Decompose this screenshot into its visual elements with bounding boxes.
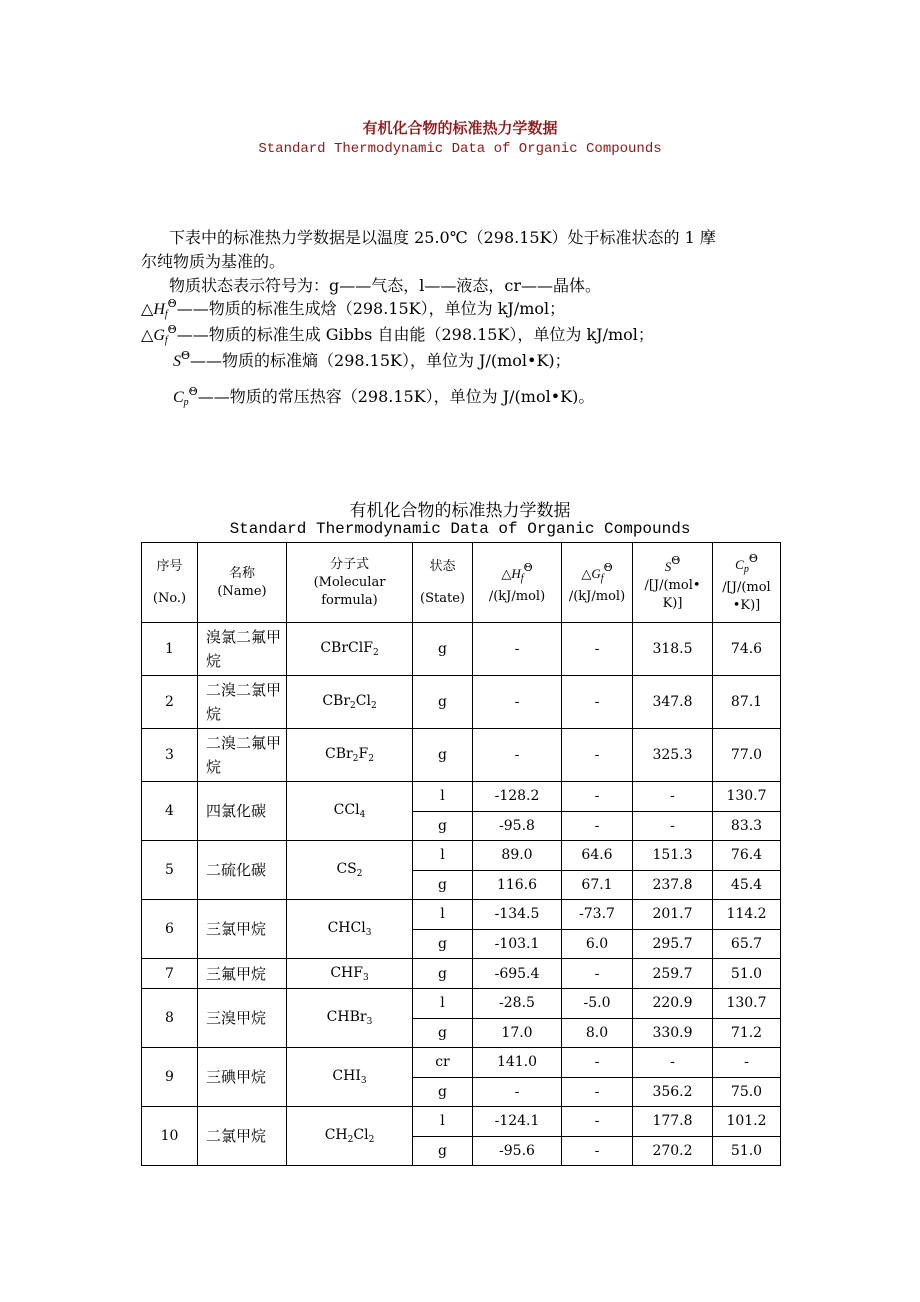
cell-dg: - — [562, 811, 633, 841]
cell-name: 二氯甲烷 — [198, 1107, 287, 1166]
cell-dg: - — [562, 676, 633, 729]
cell-s: 259.7 — [633, 959, 713, 989]
formula-subscript: 2 — [368, 754, 374, 764]
table-row — [142, 841, 781, 871]
cell-cp: 83.3 — [713, 811, 781, 841]
definition-entropy — [173, 348, 571, 371]
cell-cp: 65.7 — [713, 929, 781, 959]
intro-paragraph — [141, 226, 801, 298]
definition-entropy-text: ——物质的标准熵（298.15K），单位为 J/(mol•K)； — [190, 351, 571, 370]
formula-subscript: 3 — [366, 1017, 373, 1027]
cell-dg: 64.6 — [562, 841, 633, 871]
cell-dg: - — [562, 1077, 633, 1107]
cell-state: g — [413, 1077, 473, 1107]
formula-subscript: 2 — [352, 754, 359, 764]
cell-state: g — [413, 623, 473, 676]
cell-dg: - — [562, 623, 633, 676]
table-row — [142, 900, 781, 930]
cell-dg: - — [562, 782, 633, 812]
cell-dh: - — [473, 676, 562, 729]
cell-dh: - — [473, 623, 562, 676]
formula-text: CHBr — [326, 1009, 367, 1025]
header-heat-capacity-unit-1: /[J/(mol — [722, 580, 771, 595]
standard-state-superscript: Θ — [181, 349, 191, 362]
cell-no: 3 — [142, 729, 198, 782]
formula-text: Cl — [353, 1127, 369, 1143]
cell-dh: - — [473, 1077, 562, 1107]
cell-s: 270.2 — [633, 1136, 713, 1166]
cell-s: 151.3 — [633, 841, 713, 871]
cell-dh: 89.0 — [473, 841, 562, 871]
cell-formula — [287, 1107, 413, 1166]
cell-formula — [287, 729, 413, 782]
formula-subscript: 4 — [359, 810, 366, 820]
header-enthalpy-symbol — [473, 559, 561, 588]
definition-gibbs — [141, 322, 654, 346]
formula-text: CBr — [322, 693, 351, 709]
cell-s: 201.7 — [633, 900, 713, 930]
cell-dg: - — [562, 1048, 633, 1078]
intro-line-2: 尔纯物质为基准的。 — [141, 252, 286, 271]
cell-state: l — [413, 782, 473, 812]
cell-name: 三氯甲烷 — [198, 900, 287, 959]
cell-dh: -95.8 — [473, 811, 562, 841]
cell-formula — [287, 1048, 413, 1107]
header-entropy-symbol — [633, 552, 712, 577]
standard-state-superscript: Θ — [671, 554, 681, 567]
formula-subscript: 3 — [365, 928, 372, 938]
cell-s: 220.9 — [633, 989, 713, 1019]
definition-heat-capacity-text: ——物质的常压热容（298.15K），单位为 J/(mol•K)。 — [197, 387, 595, 406]
cell-cp: 51.0 — [713, 959, 781, 989]
cell-dg: -5.0 — [562, 989, 633, 1019]
cell-s: 330.9 — [633, 1018, 713, 1048]
formula-subscript: 2 — [347, 1135, 354, 1145]
cell-name: 四氯化碳 — [198, 782, 287, 841]
cell-s: 177.8 — [633, 1107, 713, 1137]
formula-text: CCl — [333, 802, 360, 818]
cell-cp: 101.2 — [713, 1107, 781, 1137]
cell-no: 1 — [142, 623, 198, 676]
cell-s: - — [633, 811, 713, 841]
page-subtitle: Standard Thermodynamic Data of Organic Compounds — [258, 141, 662, 157]
cell-no: 5 — [142, 841, 198, 900]
standard-state-superscript: Θ — [523, 561, 533, 574]
cell-dg: - — [562, 729, 633, 782]
cell-state: l — [413, 900, 473, 930]
cell-cp: 114.2 — [713, 900, 781, 930]
cell-dg: -73.7 — [562, 900, 633, 930]
cell-cp: 75.0 — [713, 1077, 781, 1107]
cell-formula — [287, 782, 413, 841]
formula-text: CS — [336, 861, 357, 877]
standard-state-superscript: Θ — [167, 297, 177, 310]
gibbs-subscript: f — [164, 335, 168, 346]
formula-subscript: 3 — [360, 1076, 367, 1086]
cell-dh: -695.4 — [473, 959, 562, 989]
cell-s: 356.2 — [633, 1077, 713, 1107]
standard-state-superscript: Θ — [603, 561, 613, 574]
header-no-cn: 序号 — [156, 558, 183, 574]
cell-cp: 77.0 — [713, 729, 781, 782]
cell-formula — [287, 676, 413, 729]
gibbs-subscript: f — [600, 573, 604, 584]
cell-dh: -95.6 — [473, 1136, 562, 1166]
cell-name: 二溴二氟甲烷 — [198, 729, 287, 782]
cell-dg: - — [562, 1107, 633, 1137]
heat-capacity-subscript: p — [183, 397, 189, 408]
table-row — [142, 729, 781, 782]
table-title: 有机化合物的标准热力学数据 — [349, 501, 571, 521]
cell-name: 三溴甲烷 — [198, 989, 287, 1048]
standard-state-superscript: Θ — [167, 323, 177, 336]
header-gibbs-unit: /(kJ/mol) — [568, 589, 626, 604]
header-enthalpy-unit: /(kJ/mol) — [488, 589, 546, 604]
cell-name: 溴氯二氟甲烷 — [198, 623, 287, 676]
header-no — [142, 543, 198, 623]
header-state-en: (State) — [420, 590, 465, 606]
cell-no: 10 — [142, 1107, 198, 1166]
cell-state: g — [413, 929, 473, 959]
header-entropy — [633, 543, 713, 623]
header-gibbs-symbol — [562, 559, 632, 588]
gibbs-symbol: G — [153, 327, 165, 344]
formula-subscript: 2 — [372, 648, 379, 658]
formula-subscript: 3 — [362, 972, 369, 983]
cell-s: 295.7 — [633, 929, 713, 959]
cell-cp: 71.2 — [713, 1018, 781, 1048]
header-formula — [287, 543, 413, 623]
cell-dh: 17.0 — [473, 1018, 562, 1048]
header-name — [198, 543, 287, 623]
standard-state-superscript: Θ — [748, 552, 758, 565]
cell-no: 4 — [142, 782, 198, 841]
header-enthalpy — [473, 543, 562, 623]
cell-cp: 76.4 — [713, 841, 781, 871]
formula-text: CHCl — [327, 920, 366, 936]
header-no-en: (No.) — [152, 590, 187, 606]
header-formula-en-1: (Molecular — [313, 574, 386, 590]
cell-state: l — [413, 989, 473, 1019]
cell-s: 325.3 — [633, 729, 713, 782]
header-name-en: (Name) — [217, 583, 267, 599]
formula-subscript: 2 — [356, 869, 363, 879]
cell-state: g — [413, 811, 473, 841]
cell-state: g — [413, 870, 473, 900]
cell-dg: - — [562, 1136, 633, 1166]
formula-text: Cl — [355, 693, 371, 709]
formula-text: CBr — [325, 746, 353, 762]
cell-state: g — [413, 959, 473, 989]
header-formula-en-2: formula) — [321, 592, 378, 608]
formula-subscript: 2 — [350, 701, 356, 711]
table-row — [142, 989, 781, 1019]
cell-dh: 141.0 — [473, 1048, 562, 1078]
cell-no: 6 — [142, 900, 198, 959]
enthalpy-subscript: f — [164, 309, 168, 320]
formula-text: CBrClF — [320, 640, 373, 656]
header-formula-cn: 分子式 — [329, 556, 369, 572]
cell-state: g — [413, 1018, 473, 1048]
cell-state: g — [413, 1136, 473, 1166]
delta-symbol: △ — [141, 299, 154, 318]
cell-formula — [287, 989, 413, 1048]
cell-s: 347.8 — [633, 676, 713, 729]
cell-cp: 74.6 — [713, 623, 781, 676]
cell-s: 237.8 — [633, 870, 713, 900]
table-row — [142, 782, 781, 812]
cell-formula — [287, 900, 413, 959]
cell-cp: 87.1 — [713, 676, 781, 729]
cell-dh: -124.1 — [473, 1107, 562, 1137]
cell-no: 8 — [142, 989, 198, 1048]
cell-s: - — [633, 1048, 713, 1078]
enthalpy-symbol: H — [511, 566, 521, 581]
cell-dh: - — [473, 729, 562, 782]
header-state-cn: 状态 — [429, 558, 456, 574]
table-body — [142, 623, 781, 1166]
cell-formula — [287, 623, 413, 676]
header-name-cn: 名称 — [228, 565, 255, 581]
formula-text: CHI — [332, 1068, 361, 1084]
formula-subscript: 2 — [370, 701, 377, 711]
enthalpy-subscript: f — [520, 573, 524, 584]
delta-symbol: △ — [141, 325, 154, 344]
standard-state-superscript: Θ — [188, 385, 198, 398]
cell-cp: - — [713, 1048, 781, 1078]
formula-text: CHF — [330, 964, 363, 981]
cell-dh: -128.2 — [473, 782, 562, 812]
header-state — [413, 543, 473, 623]
heat-capacity-symbol: C — [735, 557, 744, 572]
cell-name: 三碘甲烷 — [198, 1048, 287, 1107]
intro-line-1: 下表中的标准热力学数据是以温度 25.0℃（298.15K）处于标准状态的 1 摩 — [169, 228, 716, 247]
table-row — [142, 623, 781, 676]
table-row — [142, 676, 781, 729]
cell-name: 三氟甲烷 — [198, 959, 287, 989]
formula-subscript: 2 — [368, 1135, 375, 1145]
cell-cp: 130.7 — [713, 782, 781, 812]
header-entropy-unit-2: K)] — [662, 596, 683, 611]
cell-dg: 67.1 — [562, 870, 633, 900]
cell-cp: 45.4 — [713, 870, 781, 900]
table-header-row — [142, 543, 781, 623]
cell-cp: 51.0 — [713, 1136, 781, 1166]
cell-no: 7 — [142, 959, 198, 989]
cell-state: g — [413, 676, 473, 729]
cell-dg: 6.0 — [562, 929, 633, 959]
table-row — [142, 1048, 781, 1078]
definition-heat-capacity — [173, 384, 594, 408]
cell-state: l — [413, 1107, 473, 1137]
entropy-symbol: S — [173, 353, 181, 370]
cell-dh: -28.5 — [473, 989, 562, 1019]
header-entropy-unit-1: /[J/(mol• — [644, 578, 701, 593]
header-heat-capacity-symbol — [713, 550, 780, 579]
cell-formula — [287, 959, 413, 989]
heat-capacity-subscript: p — [743, 564, 749, 575]
header-heat-capacity-unit-2: •K)] — [732, 598, 761, 613]
cell-dg: 8.0 — [562, 1018, 633, 1048]
header-gibbs — [562, 543, 633, 623]
thermodynamic-data-table — [141, 542, 781, 1166]
cell-state: l — [413, 841, 473, 871]
cell-state: g — [413, 729, 473, 782]
formula-text: F — [358, 746, 369, 762]
enthalpy-symbol: H — [153, 301, 165, 318]
intro-line-3: 物质状态表示符号为：g——气态，l——液态，cr——晶体。 — [169, 276, 601, 295]
cell-no: 9 — [142, 1048, 198, 1107]
cell-state: cr — [413, 1048, 473, 1078]
entropy-symbol: S — [664, 559, 672, 574]
cell-formula — [287, 841, 413, 900]
header-heat-capacity — [713, 543, 781, 623]
table-row — [142, 1107, 781, 1137]
delta-symbol: △ — [501, 567, 512, 582]
cell-dh: -134.5 — [473, 900, 562, 930]
cell-cp: 130.7 — [713, 989, 781, 1019]
heat-capacity-symbol: C — [173, 389, 184, 406]
delta-symbol: △ — [581, 567, 592, 582]
cell-name: 二溴二氯甲烷 — [198, 676, 287, 729]
cell-s: 318.5 — [633, 623, 713, 676]
definition-enthalpy-text: ——物质的标准生成焓（298.15K），单位为 kJ/mol； — [176, 299, 566, 318]
table-row — [142, 959, 781, 989]
gibbs-symbol: G — [591, 566, 601, 581]
cell-dg: - — [562, 959, 633, 989]
cell-name: 二硫化碳 — [198, 841, 287, 900]
cell-no: 2 — [142, 676, 198, 729]
table-subtitle: Standard Thermodynamic Data of Organic Compounds — [229, 520, 691, 538]
formula-text: CH — [324, 1127, 348, 1143]
cell-dh: -103.1 — [473, 929, 562, 959]
cell-dh: 116.6 — [473, 870, 562, 900]
definition-enthalpy — [141, 296, 565, 320]
cell-s: - — [633, 782, 713, 812]
page-title: 有机化合物的标准热力学数据 — [362, 119, 558, 137]
definition-gibbs-text: ——物质的标准生成 Gibbs 自由能（298.15K），单位为 kJ/mol； — [176, 325, 654, 344]
